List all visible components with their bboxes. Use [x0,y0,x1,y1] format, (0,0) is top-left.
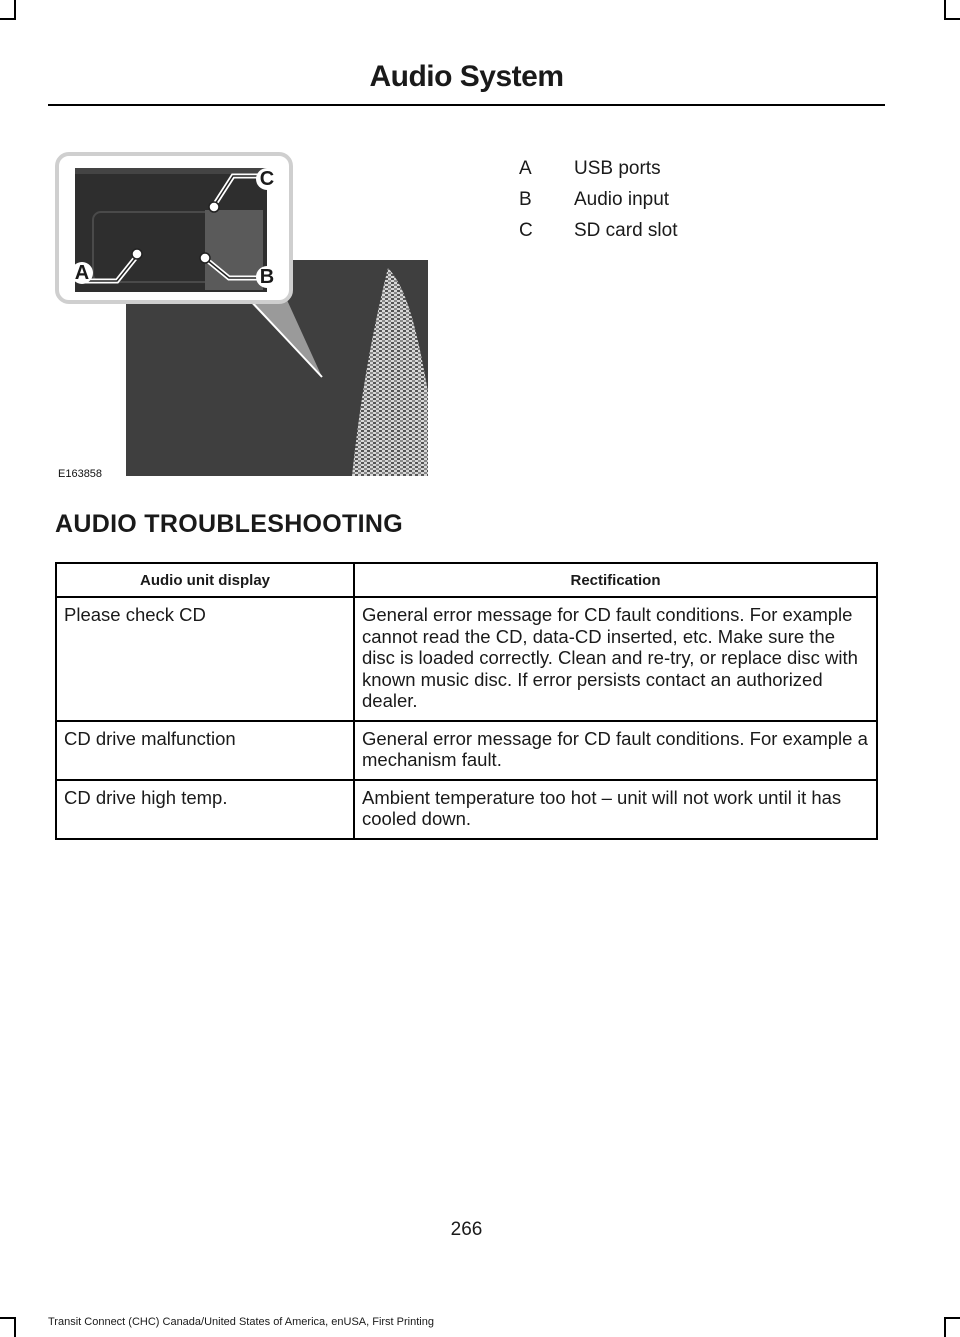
crop-mark [0,18,16,20]
legend-label: Audio input [574,189,670,210]
display-cell: Please check CD [56,597,354,721]
table-row [56,721,877,780]
column-header-display: Audio unit display [56,563,354,597]
audio-ports-illustration [55,150,435,480]
table-row [56,780,877,839]
troubleshooting-table [55,562,878,840]
figure-id: E163858 [58,468,103,480]
page-title: Audio System [369,60,564,93]
crop-mark [944,18,960,20]
figure-legend [519,156,677,249]
header-rule [48,104,885,106]
display-cell: CD drive malfunction [56,721,354,780]
rectification-cell: Ambient temperature too hot – unit will not work until it has cooled down. [354,780,877,839]
legend-key: B [519,189,532,210]
crop-mark [14,0,16,20]
legend-key: C [519,220,533,241]
crop-mark [14,1317,16,1337]
page-number: 266 [450,1219,483,1240]
legend-item [519,187,677,218]
rectification-cell: General error message for CD fault conditions. For example cannot read the CD, data-CD inserted, etc. Make sure the disc is loaded correctly. Clean and re-try, or replace disc with known music disc. If error persists contact an authorized dealer. [354,597,877,721]
section-heading: AUDIO TROUBLESHOOTING [55,510,403,538]
crop-mark [944,0,946,20]
crop-mark [0,1317,16,1319]
rectification-cell: General error message for CD fault conditions. For example a mechanism fault. [354,721,877,780]
audio-ports-figure [55,150,435,480]
legend-item [519,156,677,187]
table-header-row [56,563,877,597]
callout-b: B [256,266,278,288]
footer-text: Transit Connect (CHC) Canada/United States of America, enUSA, First Printing [48,1316,434,1328]
legend-key: A [519,158,532,179]
callout-a: A [71,262,93,284]
crop-mark [944,1317,946,1337]
crop-mark [944,1317,960,1319]
callout-c: C [256,168,278,190]
legend-label: SD card slot [574,220,678,241]
legend-label: USB ports [574,158,661,179]
table-row [56,597,877,721]
legend-item [519,218,677,249]
display-cell: CD drive high temp. [56,780,354,839]
column-header-rectification: Rectification [354,563,877,597]
